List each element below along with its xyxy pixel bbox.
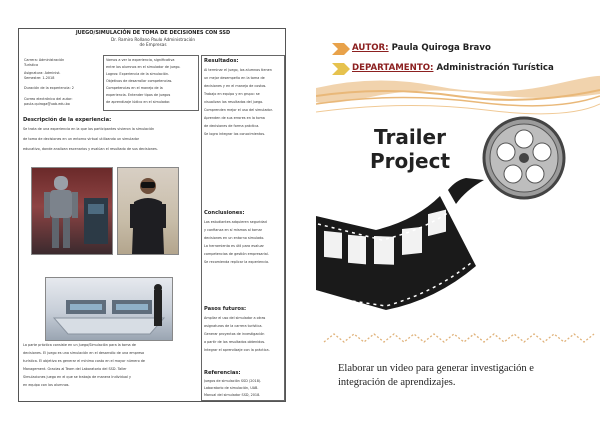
photo-simulation-room — [45, 277, 173, 341]
info-line: Competencias en el manejo de la — [106, 86, 163, 90]
arrow-bullet-icon — [332, 43, 350, 55]
references-line: Juegos de simulación SSD (2018). — [204, 379, 262, 383]
references-line: Manual del simulador SSD, 2018. — [204, 393, 261, 397]
arrow-bullet-icon — [332, 63, 350, 75]
info-line: entre los alumnos en el simulador de juego. — [106, 65, 181, 69]
results-heading: Resultados: — [204, 58, 239, 64]
conclusions-line: decisiones en un entorno simulado. — [204, 236, 265, 240]
info-line: Vamos a ver la experiencia, significativa — [106, 58, 175, 62]
info-line: Logros: Experiencia de la simulación. — [106, 72, 170, 76]
info-line: Duración de la experiencia: 2 — [24, 86, 74, 90]
next-steps-line: Integrar el aprendizaje con la práctica. — [204, 348, 270, 352]
info-line: Asignatura: Administ. — [24, 71, 61, 75]
bottom-line: La parte práctica consiste en un Juego/Simulación para la toma de — [23, 343, 136, 347]
cover-title-line2: Project — [369, 149, 451, 173]
results-line: Trabajo en equipo y en grupo: se — [204, 92, 260, 96]
info-line: Objetivos de desarrollar competencias. — [106, 79, 173, 83]
conclusions-line: competencias de gestión empresarial. — [204, 252, 269, 256]
cover-title — [360, 125, 460, 173]
bottom-line: decisiones. El juego es una simulación en el desarrollo de una empresa — [23, 351, 145, 355]
author-label: AUTOR: — [352, 43, 389, 53]
info-line: experiencia. Entender tipos de juegos — [106, 93, 171, 97]
author-name: Paula Quiroga Bravo — [391, 43, 491, 53]
description-line: educativo, donde analizan escenarios y evalúan el resultado de sus decisiones. — [23, 147, 158, 151]
description-line: Se trata de una experiencia en la que los participantes vivieron la simulación — [23, 127, 155, 131]
results-line: Aprenden de sus errores en la toma — [204, 116, 265, 120]
film-strip-icon — [316, 178, 484, 310]
results-line: Comprenden mejor el uso del simulador. — [204, 108, 273, 112]
results-line: un mejor desempeño en la toma de — [204, 76, 265, 80]
results-line: de decisiones de forma práctica. — [204, 124, 260, 128]
info-line: Semestre: 1-2018 — [24, 76, 55, 80]
next-steps-line: Generar proyectos de investigación — [204, 332, 265, 336]
bottom-line: turística. El objetivo es generar el mínimo costo en el mayor número de — [23, 359, 145, 363]
department-label: DEPARTAMENTO: — [352, 63, 434, 73]
description-line: de toma de decisiones en un entorno virtual utilizando un simulador — [23, 137, 140, 141]
cover-caption — [338, 362, 588, 390]
bottom-line: Simulaciones juego en el que se trabaja de manera Individual y — [23, 375, 132, 379]
cover-title-line1: Trailer — [374, 125, 446, 149]
next-steps-heading: Pasos futuros: — [204, 306, 247, 312]
info-box-left — [22, 55, 102, 109]
conclusions-line: Se recomienda replicar la experiencia. — [204, 260, 270, 264]
conclusions-line: Los estudiantes adquieren seguridad — [204, 220, 267, 224]
conclusions-line: La herramienta es útil para evaluar — [204, 244, 264, 248]
results-line: visualizan los resultados del juego. — [204, 100, 264, 104]
info-line: de aprendizaje lúdico en el simulador. — [106, 100, 171, 104]
photo-robot-exhibit — [31, 167, 113, 255]
person-vr-headset-icon — [118, 168, 178, 254]
simulation-scene-icon — [46, 278, 172, 340]
zigzag-border — [324, 334, 594, 342]
description-heading: Descripción de la experiencia: — [23, 117, 112, 123]
poster-page — [18, 28, 286, 402]
conclusions-line: y confianza en sí mismos al tomar — [204, 228, 263, 232]
info-line: Turística — [24, 63, 39, 67]
right-column — [201, 55, 285, 401]
poster-author: Dr. Ramiro Rollano Paulo Administración — [110, 37, 195, 42]
info-box-right — [103, 55, 199, 111]
photo-vr-user — [117, 167, 179, 255]
info-line: paula.quiroga@uab.edu.bo — [24, 102, 70, 106]
results-line: Al terminar el juego, los alumnos tienen — [204, 68, 272, 72]
references-heading: Referencias: — [204, 370, 241, 376]
info-line: Carrera: Administración — [24, 58, 65, 62]
robot-figure-icon — [32, 168, 112, 254]
bottom-line: Management. Gracias al Team del Laboratorio del SSD. Taller — [23, 367, 127, 371]
department-name: Administración Turística — [436, 63, 554, 73]
caption-line1: Elaborar un video para generar investigación e — [338, 363, 534, 374]
results-line: Se logra integrar los conocimientos. — [204, 132, 266, 136]
poster-title: JUEGO/SIMULACIÓN DE TOMA DE DECISIONES CON SSD — [75, 30, 231, 36]
references-line: Laboratorio de simulación, UAB. — [204, 386, 259, 390]
author-line — [352, 43, 491, 53]
results-line: decisiones y en el manejo de costos. — [204, 84, 267, 88]
conclusions-heading: Conclusiones: — [204, 210, 245, 216]
next-steps-line: asignaturas de la carrera turística. — [204, 324, 263, 328]
department-line — [352, 63, 554, 73]
next-steps-line: Ampliar el uso del simulador a otras — [204, 316, 266, 320]
next-steps-line: a partir de los resultados obtenidos. — [204, 340, 266, 344]
film-reel-icon — [484, 118, 564, 198]
caption-line2: integración de aprendizajes. — [338, 377, 456, 388]
bottom-line: en equipo con los alumnos. — [23, 383, 70, 387]
poster-author-2: de Empresas — [139, 42, 167, 47]
info-line: Correo electrónico del autor: — [24, 97, 73, 101]
